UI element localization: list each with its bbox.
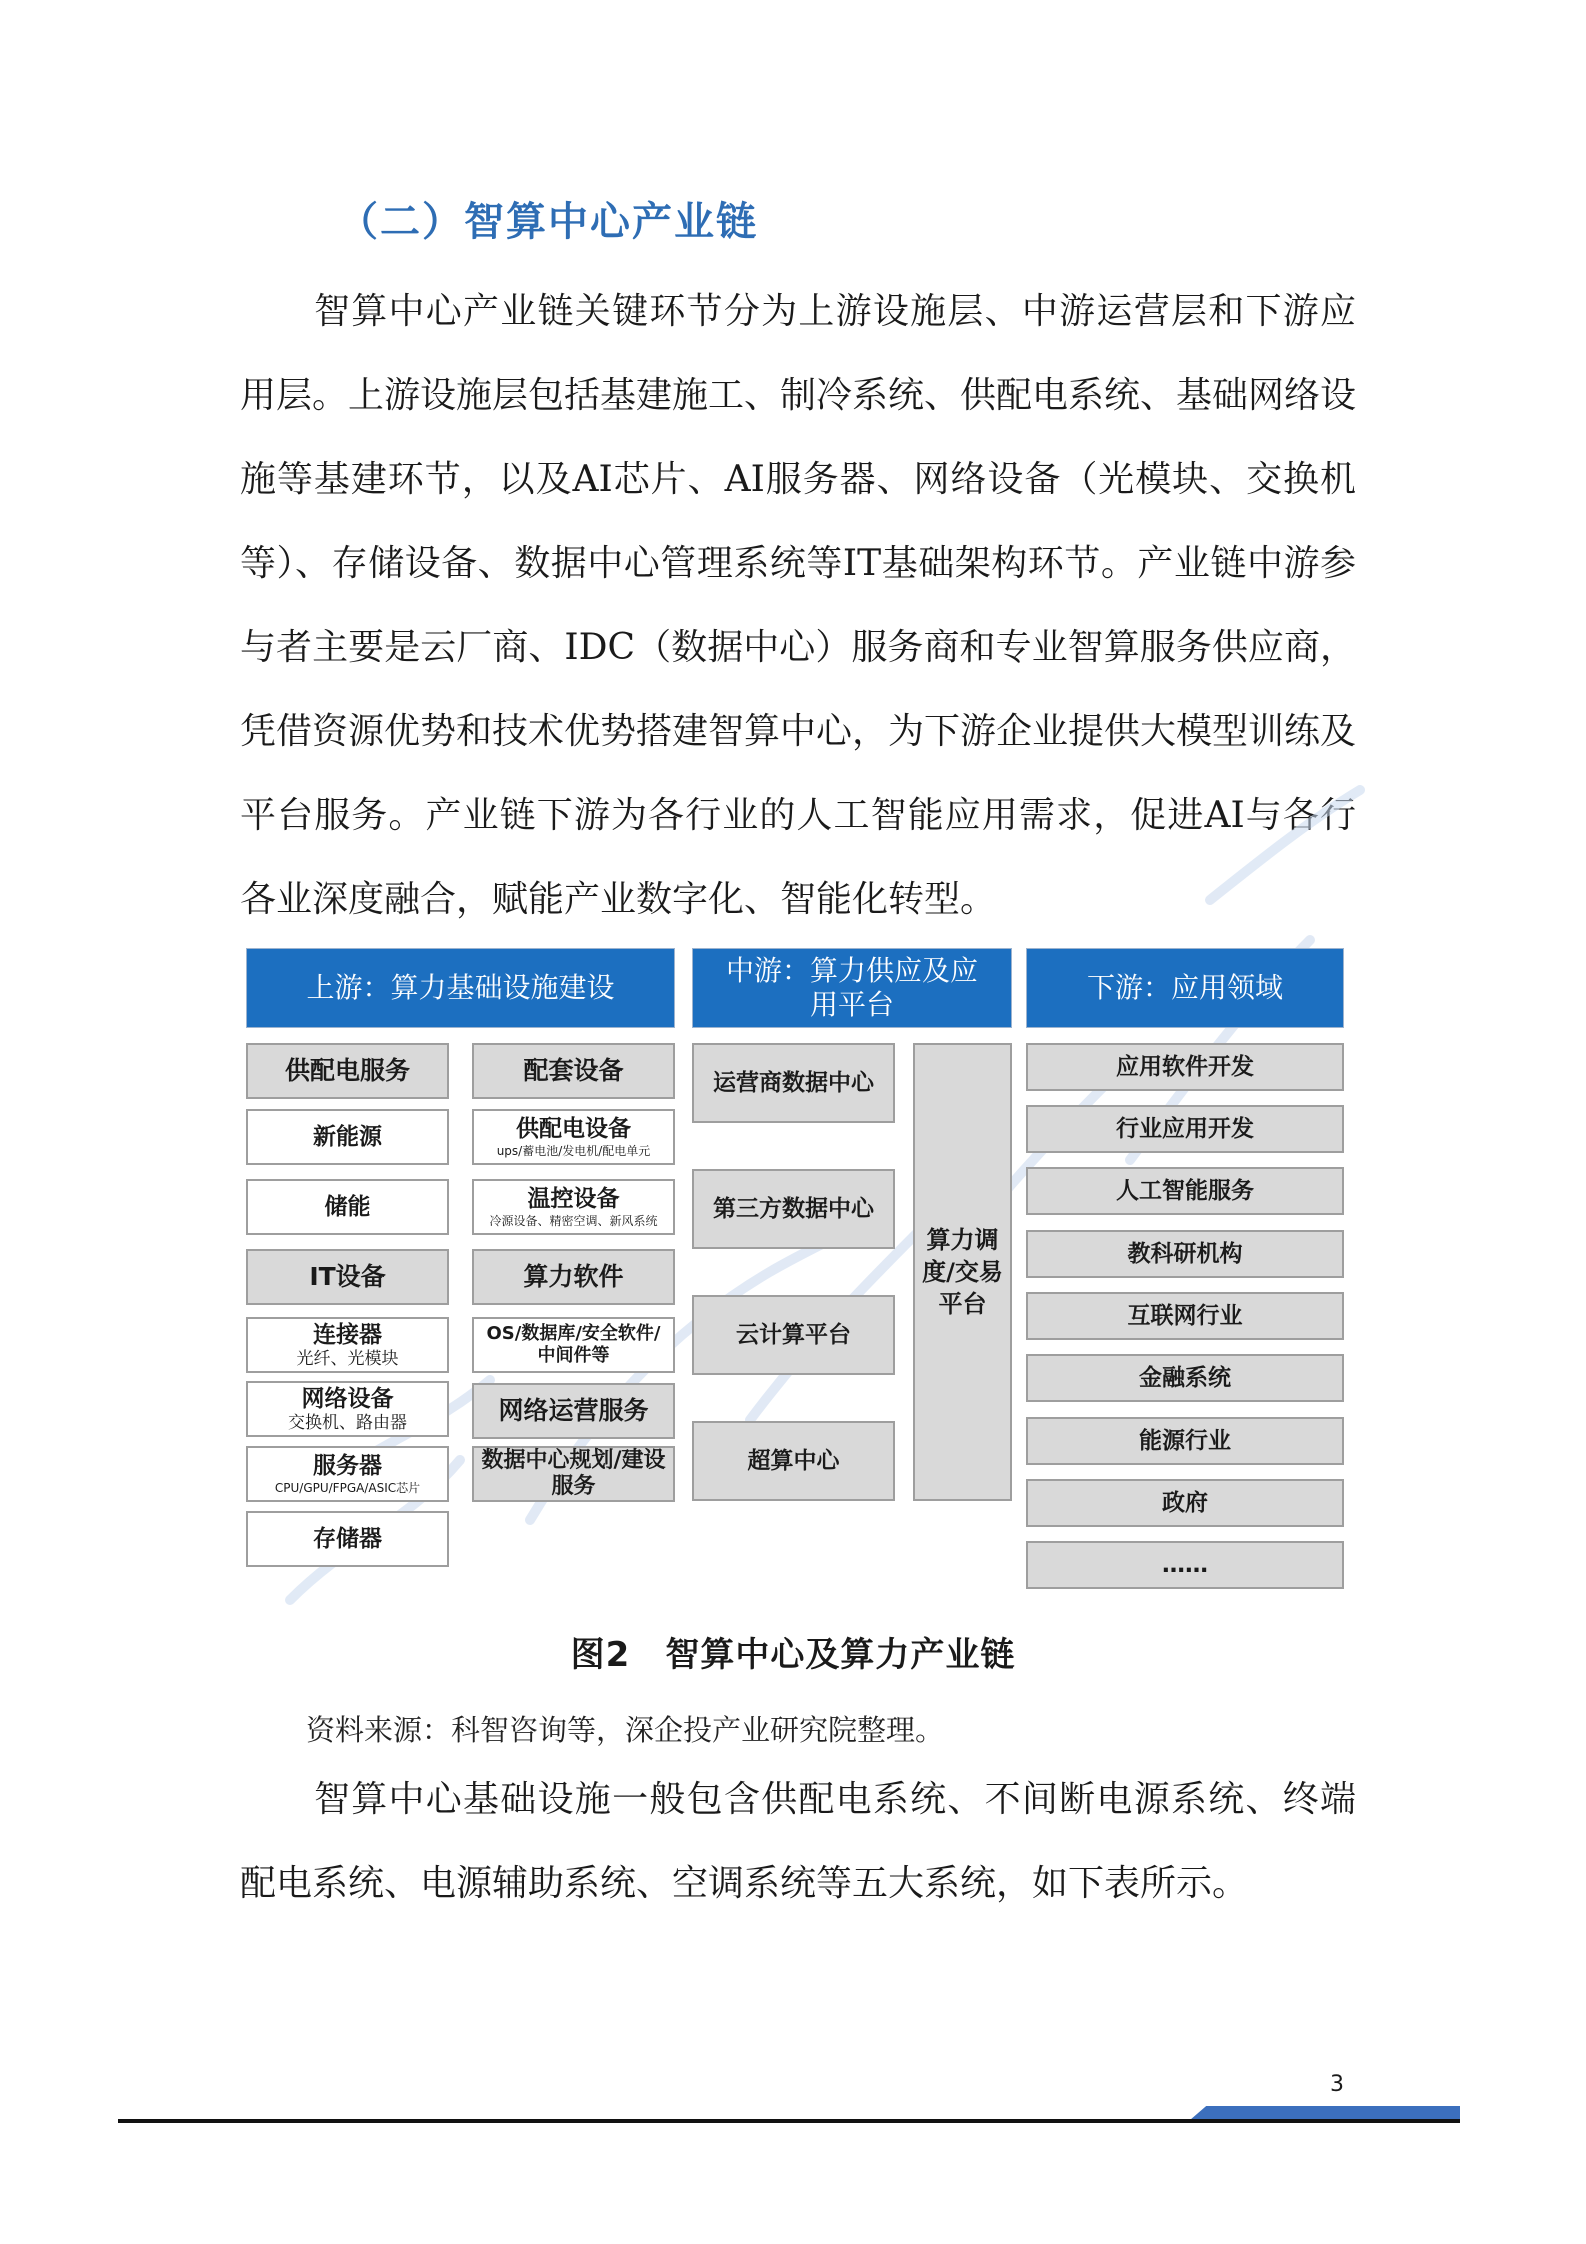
upstream-item: 算力软件 (472, 1249, 675, 1305)
upstream-item: 配套设备 (472, 1043, 675, 1099)
midstream-item: 超算中心 (692, 1421, 895, 1501)
midstream-item: 运营商数据中心 (692, 1043, 895, 1123)
footer-accent-tab (1190, 2106, 1460, 2120)
upstream-header: 上游：算力基础设施建设 (246, 948, 675, 1028)
upstream-item: 供配电服务 (246, 1043, 449, 1099)
downstream-item: 能源行业 (1026, 1417, 1344, 1465)
downstream-item: 人工智能服务 (1026, 1167, 1344, 1215)
downstream-item: 政府 (1026, 1479, 1344, 1527)
downstream-header: 下游：应用领域 (1026, 948, 1344, 1028)
paragraph-infrastructure: 智算中心基础设施一般包含供配电系统、不间断电源系统、终端配电系统、电源辅助系统、空调系统等五大系统，如下表所示。 (240, 1779, 1356, 1904)
upstream-item: 连接器 光纤、光模块 (246, 1317, 449, 1373)
footer-rule (118, 2119, 1460, 2123)
midstream-side-platform: 算力调度/交易平台 (913, 1043, 1012, 1501)
upstream-item: 网络运营服务 (472, 1383, 675, 1439)
downstream-item: …… (1026, 1541, 1344, 1589)
downstream-item: 互联网行业 (1026, 1292, 1344, 1340)
downstream-item: 应用软件开发 (1026, 1043, 1344, 1091)
midstream-item: 云计算平台 (692, 1295, 895, 1375)
upstream-item: 存储器 (246, 1511, 449, 1567)
upstream-item: 网络设备 交换机、路由器 (246, 1381, 449, 1437)
upstream-item: 温控设备 冷源设备、精密空调、新风系统 (472, 1179, 675, 1235)
upstream-item: 储能 (246, 1179, 449, 1235)
upstream-item: OS/数据库/安全软件/中间件等 (472, 1317, 675, 1373)
upstream-item: 服务器 CPU/GPU/FPGA/ASIC芯片 (246, 1446, 449, 1502)
midstream-header: 中游：算力供应及应用平台 (692, 948, 1012, 1028)
downstream-item: 教科研机构 (1026, 1230, 1344, 1278)
figure-source: 资料来源：科智咨询等，深企投产业研究院整理。 (306, 1713, 945, 1747)
upstream-item: 供配电设备 ups/蓄电池/发电机/配电单元 (472, 1109, 675, 1165)
upstream-item: 数据中心规划/建设服务 (472, 1446, 675, 1502)
upstream-item: 新能源 (246, 1109, 449, 1165)
page-number: 3 (1330, 2072, 1344, 2097)
downstream-item: 行业应用开发 (1026, 1105, 1344, 1153)
paragraph-industry-chain: 智算中心产业链关键环节分为上游设施层、中游运营层和下游应用层。上游设施层包括基建施工、制冷系统、供配电系统、基础网络设施等基建环节，以及AI芯片、AI服务器、网络设备（光模块、交换机等）、存储设备、数据中心管理系统等IT基础架构环节。产业链中游参与者主要是云厂商、IDC（数据中心）服务商和专业智算服务供应商，凭借资源优势和技术优势搭建智算中心，为下游企业提供大模型训练及平台服务。产业链下游为各行业的人工智能应用需求，促进AI与各行各业深度融合，赋能产业数字化、智能化转型。 (240, 291, 1357, 920)
upstream-item: IT设备 (246, 1249, 449, 1305)
downstream-item: 金融系统 (1026, 1354, 1344, 1402)
midstream-item: 第三方数据中心 (692, 1169, 895, 1249)
figure-caption: 图2 智算中心及算力产业链 (570, 1635, 1016, 1675)
section-heading: （二）智算中心产业链 (338, 199, 758, 245)
